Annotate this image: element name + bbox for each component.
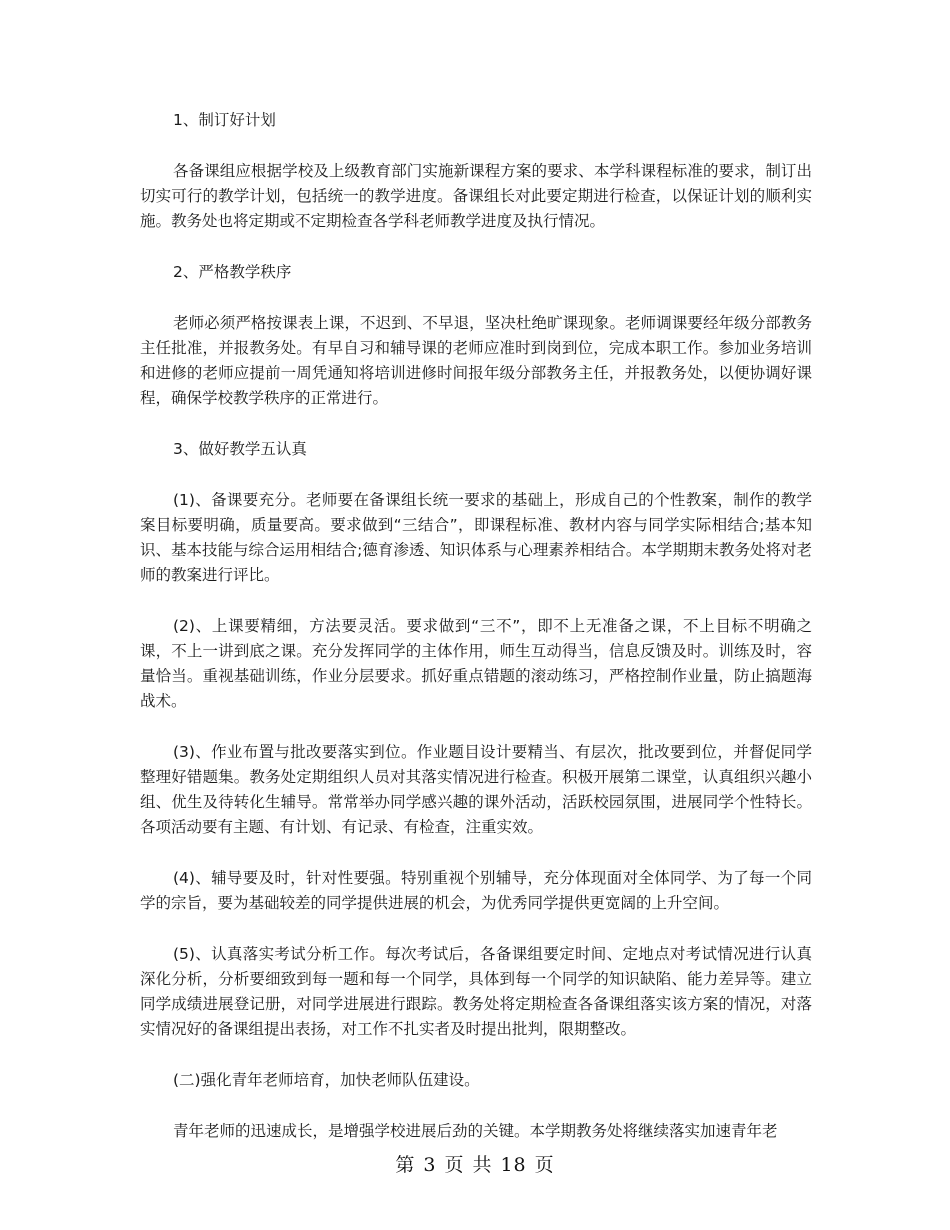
paragraph-teaching: (2)、上课要精细，方法要灵活。要求做到“三不”，即不上无准备之课，不上目标不明确之课，不上一讲到底之课。充分发挥同学的主体作用，师生互动得当，信息反馈及时。训练及时，容量恰当。重视基础训练，作业分层要求。抓好重点错题的滚动练习，严格控制作业量，防止搞题海战术。 [140,617,812,710]
paragraph-lesson-prep: (1)、备课要充分。老师要在备课组长统一要求的基础上，形成自己的个性教案，制作的教学案目标要明确，质量要高。要求做到“三结合”，即课程标准、教材内容与同学实际相结合;基本知识、基本技能与综合运用相结合;德育渗透、知识体系与心理素养相结合。本学期期末教务处将对老师的教案进行评比。 [140,491,812,584]
footer-word-ye-2: 页 [534,1154,555,1176]
section-heading-five-tasks: 3、做好教学五认真 [173,440,307,458]
paragraph-exam-analysis: (5)、认真落实考试分析工作。每次考试后，各备课组要定时间、定地点对考试情况进行认真深化分析，分析要细致到每一题和每一个同学，具体到每一个同学的知识缺陷、能力差异等。建立同学成绩进展登记册，对同学进展进行跟踪。教务处将定期检查各备课组落实该方案的情况，对落实情况好的备课组提出表扬，对工作不扎实者及时提出批判，限期整改。 [140,945,812,1038]
paragraph-young-teachers: 青年老师的迅速成长，是增强学校进展后劲的关键。本学期教务处将继续落实加速青年老 [173,1122,778,1140]
paragraph-plan: 各备课组应根据学校及上级教育部门实施新课程方案的要求、本学科课程标准的要求，制订出切实可行的教学计划，包括统一的教学进度。备课组长对此要定期进行检查，以保证计划的顺利实施。教务处也将定期或不定期检查各学科老师教学进度及执行情况。 [140,162,812,230]
section-heading-order: 2、严格教学秩序 [173,263,292,281]
footer-word-gong: 共 [472,1154,493,1176]
document-body [140,108,812,1170]
total-page-count: 18 [500,1154,527,1176]
page-number-footer [0,1150,950,1177]
current-page-number: 3 [423,1154,437,1176]
paragraph-order: 老师必须严格按课表上课，不迟到、不早退，坚决杜绝旷课现象。老师调课要经年级分部教务主任批准，并报教务处。有早自习和辅导课的老师应准时到岗到位，完成本职工作。参加业务培训和进修的老师应提前一周凭通知将培训进修时间报年级分部教务主任，并报教务处，以便协调好课程，确保学校教学秩序的正常进行。 [140,314,812,407]
paragraph-tutoring: (4)、辅导要及时，针对性要强。特别重视个别辅导，充分体现面对全体同学、为了每一个同学的宗旨，要为基础较差的同学提供进展的机会，为优秀同学提供更宽阔的上升空间。 [140,869,812,912]
footer-word-ye: 页 [444,1154,465,1176]
footer-word-di: 第 [395,1154,416,1176]
paragraph-young-teachers-heading: (二)强化青年老师培育，加快老师队伍建设。 [173,1071,480,1089]
paragraph-homework: (3)、作业布置与批改要落实到位。作业题目设计要精当、有层次，批改要到位，并督促同学整理好错题集。教务处定期组织人员对其落实情况进行检查。积极开展第二课堂，认真组织兴趣小组、优生及待转化生辅导。常常举办同学感兴趣的课外活动，活跃校园氛围，进展同学个性特长。各项活动要有主题、有计划、有记录、有检查，注重实效。 [140,743,812,836]
section-heading-plan: 1、制订好计划 [173,111,276,129]
